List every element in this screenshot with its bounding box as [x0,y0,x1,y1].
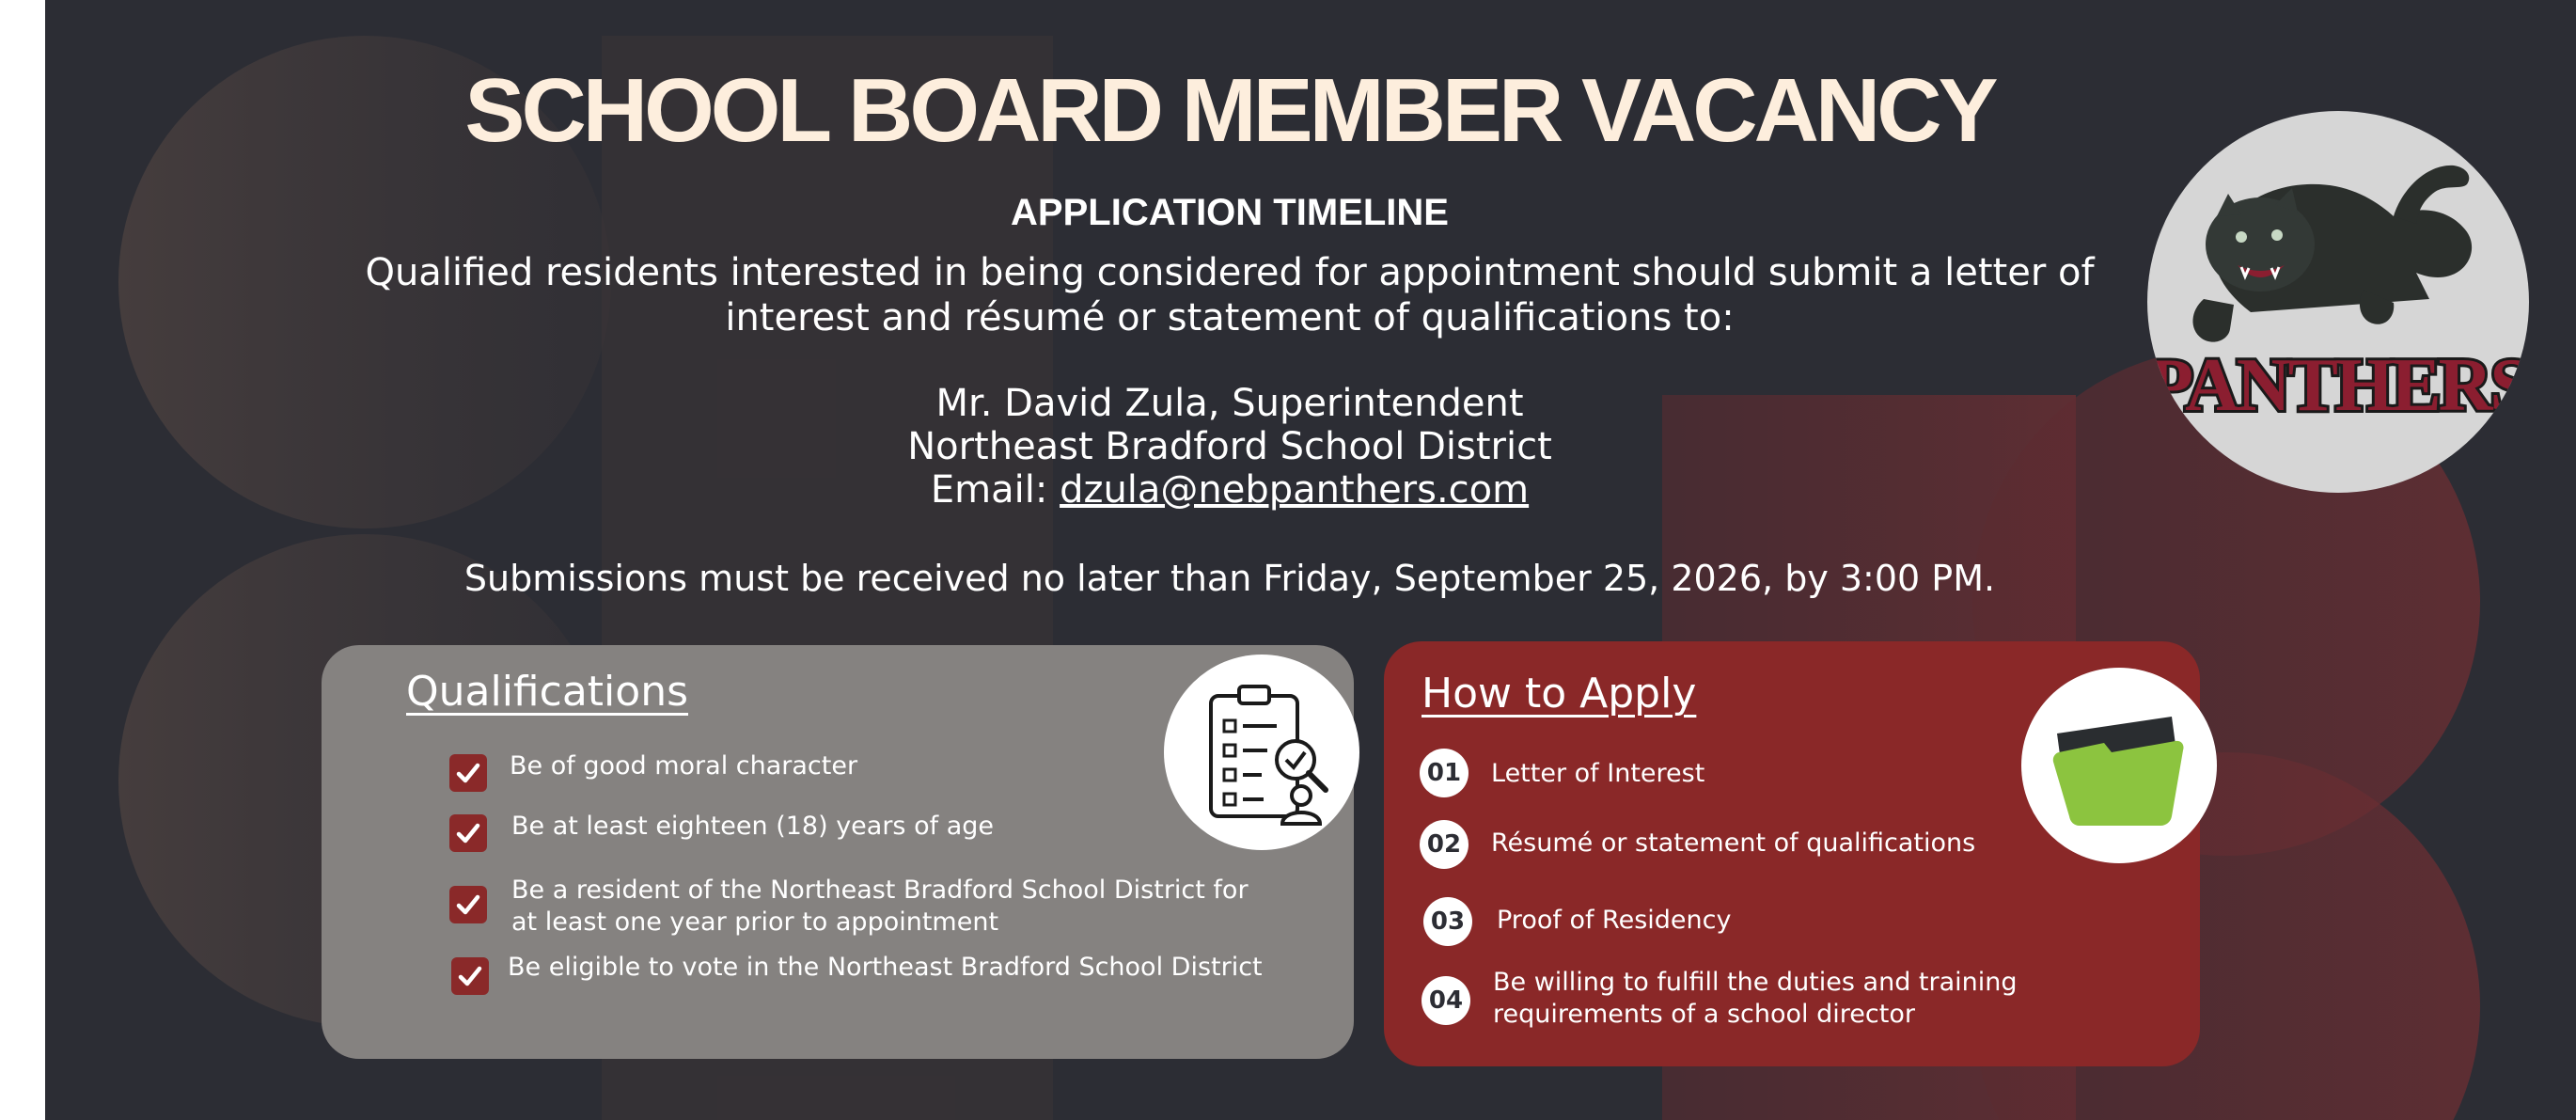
step-text: Letter of Interest [1491,759,1705,788]
step-text: Résumé or statement of qualifications [1491,828,1976,858]
qualification-text: Be at least eighteen (18) years of age [511,812,994,841]
step-number-badge: 01 [1420,749,1469,797]
checkbox-checked-icon [449,814,487,852]
qualifications-panel [322,645,1354,1059]
email-label: Email: [930,468,1060,512]
contact-email-line [45,468,2414,512]
how-to-apply-panel [1384,641,2200,1066]
qualifications-heading: Qualifications [406,668,689,716]
how-to-apply-heading: How to Apply [1422,670,1697,718]
panther-mascot-icon [2147,111,2529,493]
how-to-apply-list [1384,641,2200,1066]
flyer-content [45,0,2576,1120]
flyer-canvas [45,0,2576,1120]
qualification-text: Be a resident of the Northeast Bradford School District for at least one year prior to appointment [511,875,1249,937]
step-text: Be willing to fulfill the duties and training requirements of a school director [1493,968,2018,1029]
panthers-logo [2147,111,2529,493]
page-title: SCHOOL BOARD MEMBER VACANCY [464,60,1995,161]
qualifications-list [322,645,1354,1059]
step-number-badge: 03 [1423,897,1472,946]
qualification-text: Be of good moral character [510,751,858,781]
step-number-badge: 02 [1420,820,1469,869]
checkbox-checked-icon [451,957,489,995]
contact-district: Northeast Bradford School District [907,425,1552,468]
email-link[interactable]: dzula@nebpanthers.com [1060,468,1530,512]
qualification-text: Be eligible to vote in the Northeast Bradford School District [508,953,1263,982]
step-text: Proof of Residency [1497,906,1732,935]
contact-name: Mr. David Zula, Superintendent [935,382,1524,425]
checkbox-checked-icon [449,886,487,923]
logo-wordmark: PANTHERS [2147,344,2529,427]
contact-block [45,382,2414,512]
deadline-notice: Submissions must be received no later than Friday, September 25, 2026, by 3:00 PM. [463,558,1996,599]
intro-paragraph: Qualified residents interested in being considered for appointment should submit a letter of interest and résumé or statement of qualifications to: [365,251,2095,339]
step-number-badge: 04 [1422,976,1470,1025]
page-subtitle: APPLICATION TIMELINE [1011,192,1449,233]
checkbox-checked-icon [449,754,487,792]
